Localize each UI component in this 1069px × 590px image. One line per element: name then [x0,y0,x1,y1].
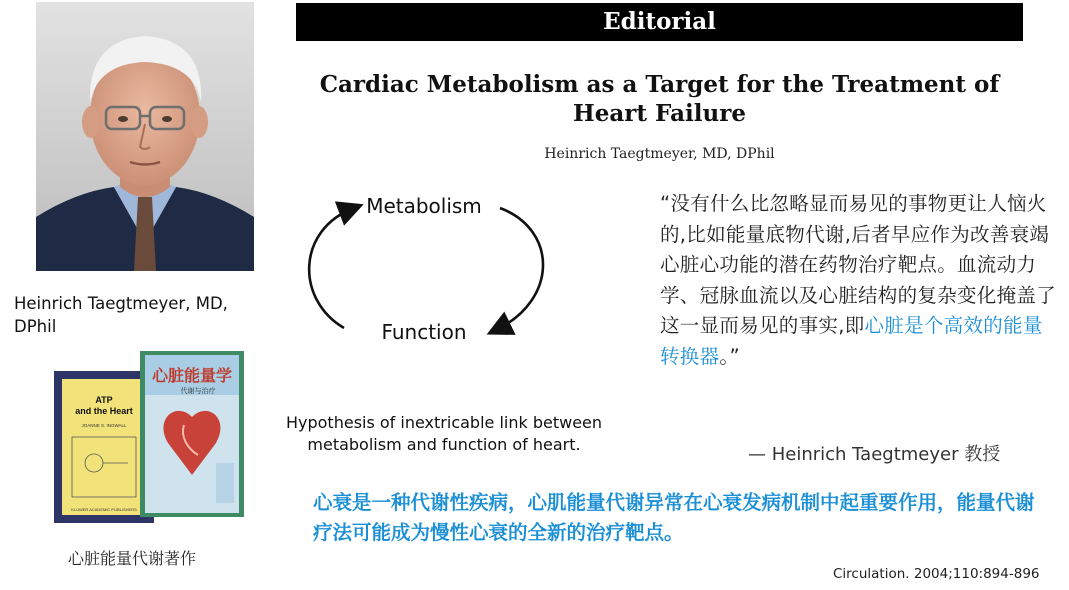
cycle-node-function: Function [381,320,467,344]
books-caption: 心脏能量代谢著作 [68,549,197,568]
book2-title: 心脏能量学 [151,366,233,385]
cycle-node-metabolism: Metabolism [366,194,482,218]
quote-attribution: — Heinrich Taegtmeyer 教授 [748,444,1001,465]
book1-title-line2: and the Heart [75,406,133,416]
books-image [48,345,258,540]
quote-text [660,189,1060,372]
editorial-header: Editorial [296,3,1023,41]
quote-highlight: 心脏是个高效的能量转换器 [660,314,1043,368]
citation: Circulation. 2004;110:894-896 [833,566,1040,582]
diagram-caption-line2: metabolism and function of heart. [307,435,581,454]
quote-main: “没有什么比忽略显而易见的事物更让人恼火的,比如能量底物代谢,后者早应作为改善衰竭心脏心功能的潜在药物治疗靶点。血流动力学、冠脉血流以及心脏结构的复杂变化掩盖了这一显而易见的事实,即 [660,192,1057,337]
quote-end: 。” [719,344,740,368]
portrait-caption [14,292,264,338]
book1-title-line1: ATP [95,395,113,405]
paper-title [296,70,1023,128]
portrait-caption-line1: Heinrich Taegtmeyer, MD, [14,294,228,313]
paper-author: Heinrich Taegtmeyer, MD, DPhil [544,146,775,162]
conclusion-text: 心衰是一种代谢性疾病，心肌能量代谢异常在心衰发病机制中起重要作用，能量代谢疗法可能成为慢性心衰的全新的治疗靶点。 [313,491,1035,544]
diagram-caption-line1: Hypothesis of inextricable link between [285,413,603,432]
book1-publisher: KLUWER ACADEMIC PUBLISHERS [71,507,137,512]
diagram-caption [258,412,630,456]
paper-title-line2: Heart Failure [573,100,746,127]
cycle-arrow-right [496,208,543,330]
cycle-arrow-left [309,208,354,328]
metabolism-function-cycle [296,180,556,360]
book1-author: JOANNE S. INGWALL [81,423,127,428]
paper-title-line1: Cardiac Metabolism as a Target for the Treatment of [319,71,1000,98]
book2-subtitle: 代谢与治疗 [180,387,216,395]
portrait-caption-line2: DPhil [14,317,57,336]
portrait-photo [36,2,254,271]
